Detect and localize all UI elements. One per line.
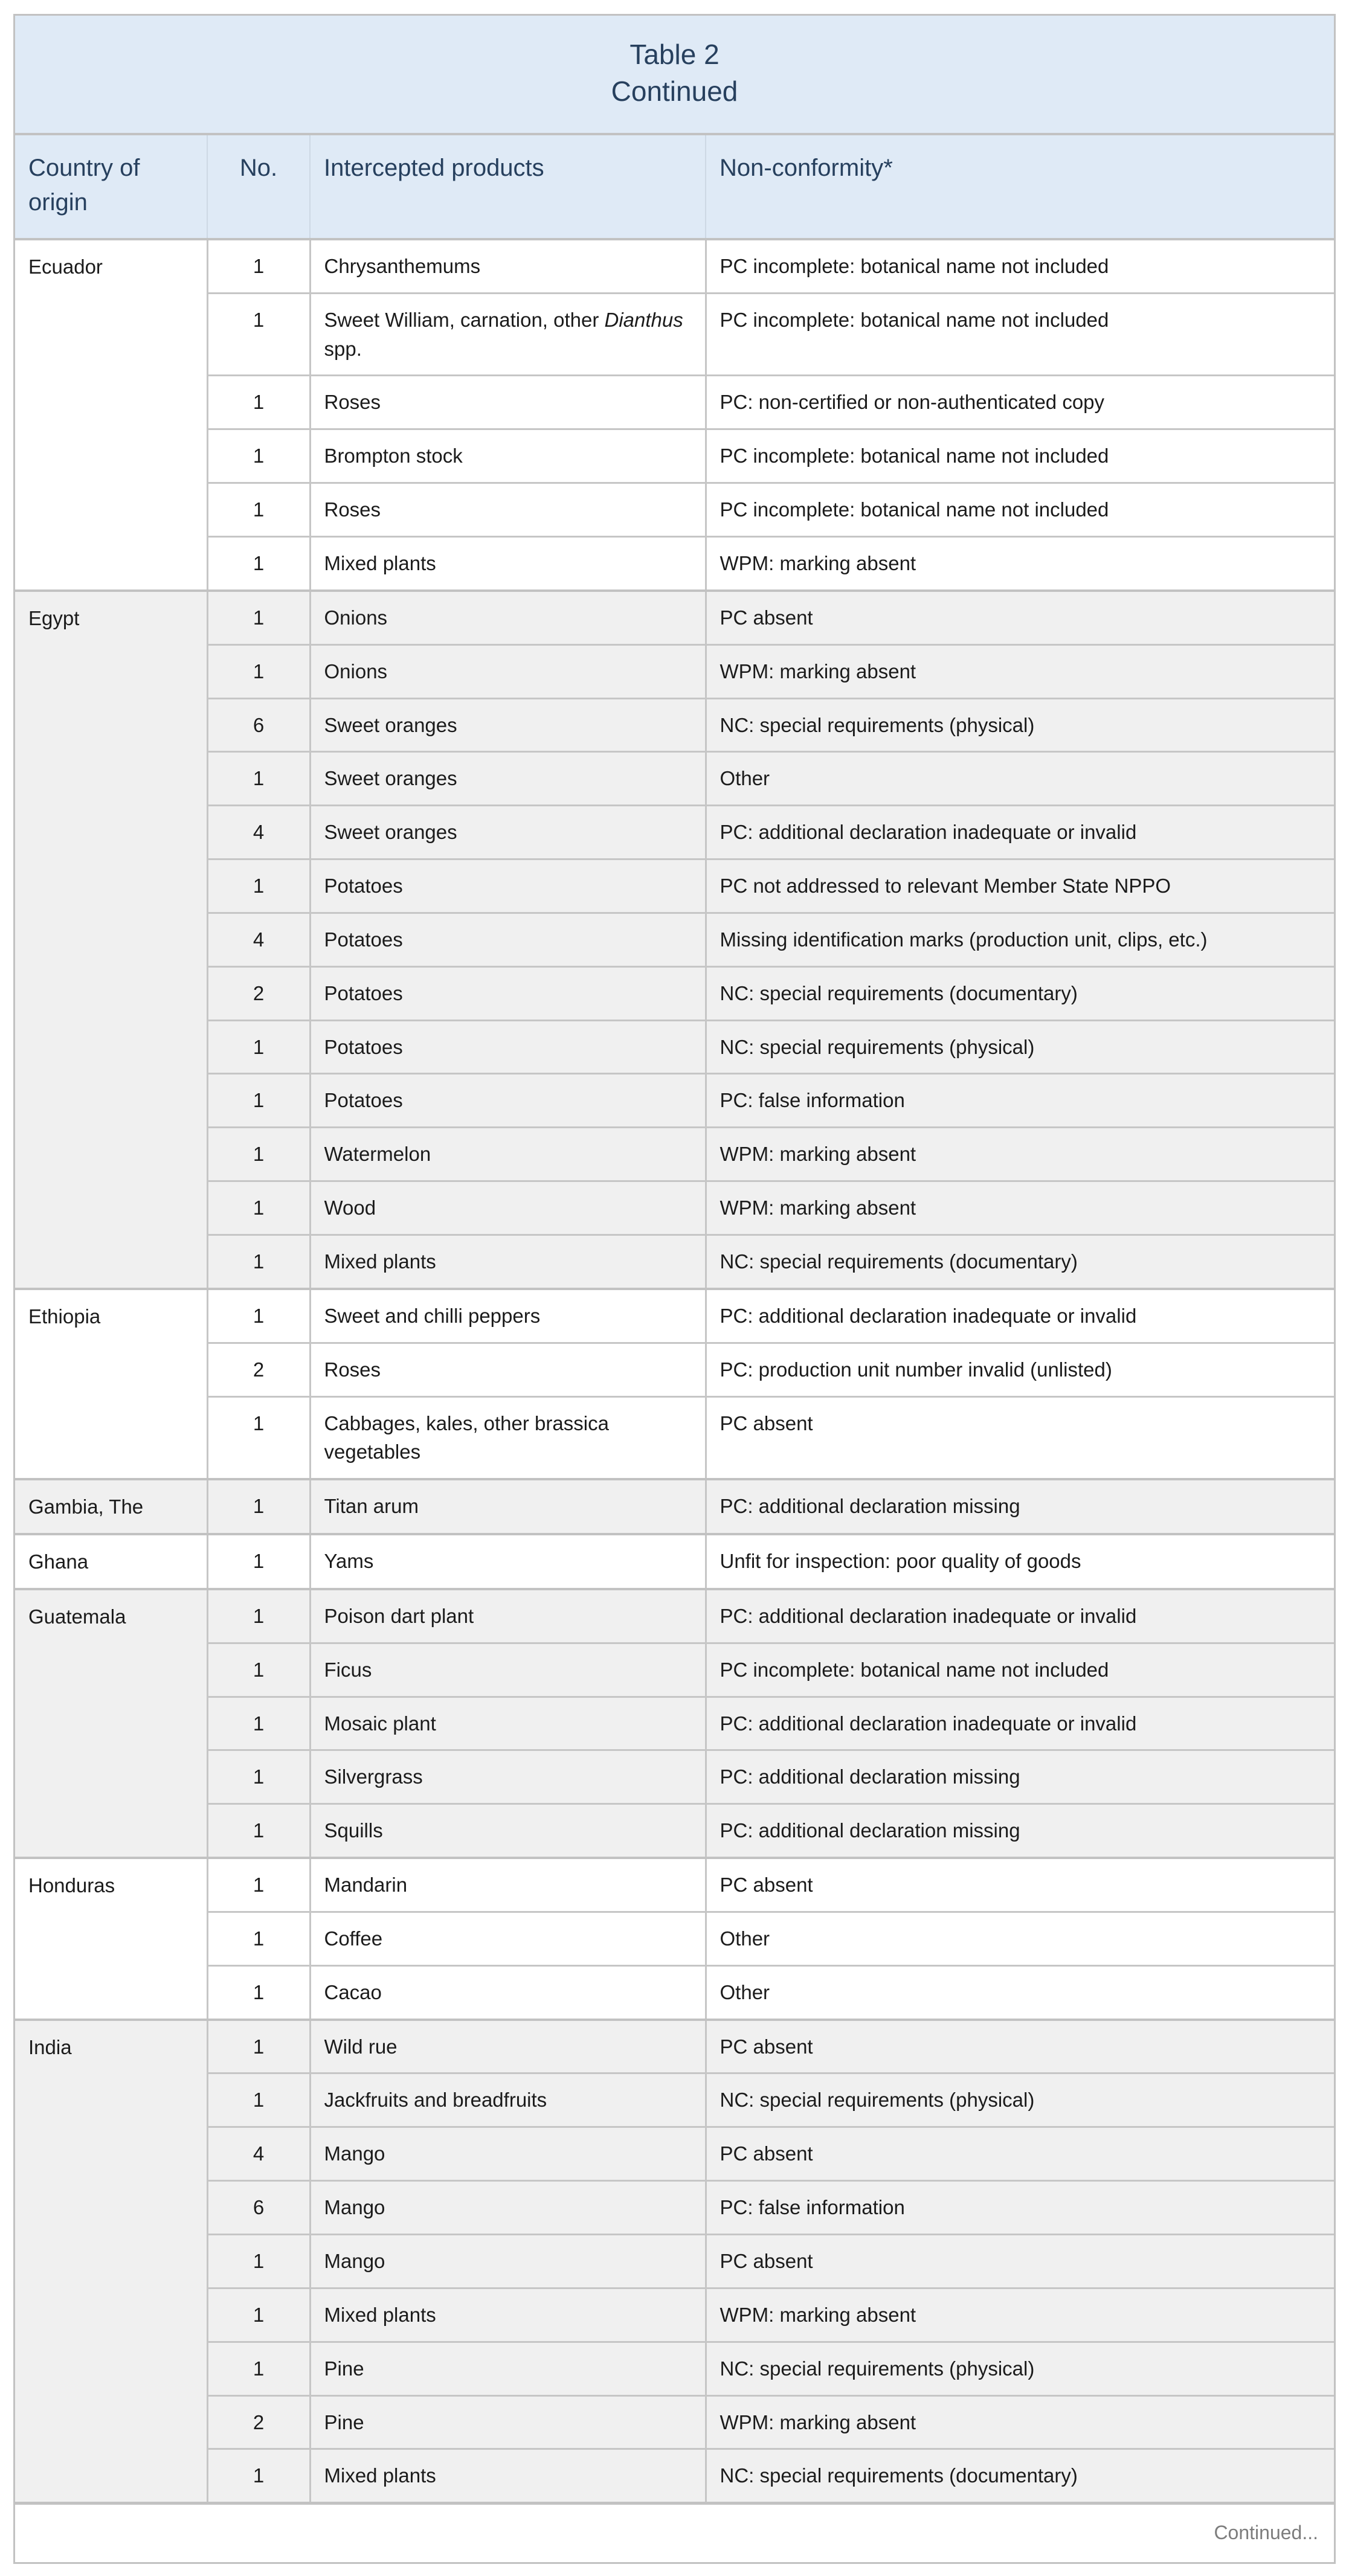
cell-count: 2 [207,1343,310,1396]
cell-count: 1 [207,429,310,483]
cell-non-conformity: Other [706,752,1334,806]
cell-count: 1 [207,1181,310,1235]
cell-intercepted-products: Pine [310,2342,706,2395]
cell-non-conformity: PC absent [706,2020,1334,2073]
table-row [15,2342,1334,2395]
cell-count: 1 [207,859,310,913]
table-title-row [15,16,1334,134]
table-title-main: Table 2 [629,39,720,70]
cell-count: 1 [207,591,310,644]
cell-non-conformity: WPM: marking absent [706,1128,1334,1181]
table-footer-row [15,2504,1334,2563]
cell-non-conformity: PC absent [706,591,1334,644]
table-row [15,2288,1334,2342]
cell-intercepted-products: Brompton stock [310,429,706,483]
cell-count: 6 [207,698,310,752]
table-row [15,2235,1334,2289]
cell-non-conformity: WPM: marking absent [706,537,1334,591]
cell-intercepted-products: Roses [310,376,706,429]
table-header-row [15,134,1334,239]
cell-count: 1 [207,2020,310,2073]
cell-count: 1 [207,239,310,293]
cell-count: 1 [207,1396,310,1479]
table-row [15,591,1334,644]
cell-count: 1 [207,537,310,591]
cell-count: 1 [207,483,310,537]
cell-count: 1 [207,1589,310,1643]
cell-intercepted-products: Coffee [310,1912,706,1965]
cell-count: 1 [207,752,310,806]
cell-count: 1 [207,1804,310,1858]
table-row [15,537,1334,591]
table-foot [15,2504,1334,2563]
cell-intercepted-products: Potatoes [310,1020,706,1074]
cell-non-conformity: NC: special requirements (physical) [706,2342,1334,2395]
cell-non-conformity: NC: special requirements (documentary) [706,966,1334,1020]
cell-intercepted-products: Potatoes [310,1074,706,1128]
table-row [15,698,1334,752]
cell-intercepted-products: Jackfruits and breadfruits [310,2073,706,2127]
cell-count: 1 [207,1965,310,2019]
cell-non-conformity: Other [706,1912,1334,1965]
cell-count: 1 [207,2342,310,2395]
cell-intercepted-products: Sweet and chilli peppers [310,1289,706,1343]
table-title-continued: Continued [611,75,738,108]
table-row [15,429,1334,483]
cell-count: 1 [207,1858,310,1912]
table-row [15,1181,1334,1235]
cell-count: 1 [207,2449,310,2504]
cell-non-conformity: PC: production unit number invalid (unlisted) [706,1343,1334,1396]
cell-intercepted-products: Poison dart plant [310,1589,706,1643]
product-binomial-name: Dianthus [604,308,683,331]
cell-non-conformity: PC absent [706,1396,1334,1479]
table-row [15,1396,1334,1479]
table-row [15,2449,1334,2504]
cell-intercepted-products: Watermelon [310,1128,706,1181]
cell-non-conformity: PC: additional declaration missing [706,1750,1334,1804]
cell-non-conformity: PC: false information [706,1074,1334,1128]
table-row [15,1643,1334,1697]
cell-non-conformity: PC absent [706,1858,1334,1912]
cell-intercepted-products: Sweet oranges [310,752,706,806]
cell-intercepted-products: Wild rue [310,2020,706,2073]
table-row [15,1289,1334,1343]
table-row [15,2127,1334,2181]
table-row [15,1534,1334,1589]
cell-non-conformity: PC: additional declaration inadequate or invalid [706,1289,1334,1343]
cell-count: 1 [207,1289,310,1343]
cell-non-conformity: NC: special requirements (documentary) [706,1235,1334,1288]
cell-intercepted-products: Mixed plants [310,1235,706,1288]
cell-count: 6 [207,2181,310,2235]
cell-count: 1 [207,1534,310,1589]
table-row [15,806,1334,859]
cell-intercepted-products [310,293,706,376]
cell-non-conformity: Other [706,1965,1334,2019]
cell-count: 4 [207,913,310,966]
table-row [15,1020,1334,1074]
cell-non-conformity: WPM: marking absent [706,2395,1334,2449]
cell-intercepted-products: Mango [310,2181,706,2235]
cell-intercepted-products: Potatoes [310,859,706,913]
cell-non-conformity: PC: additional declaration inadequate or invalid [706,1697,1334,1750]
cell-intercepted-products: Ficus [310,1643,706,1697]
cell-non-conformity: PC absent [706,2127,1334,2181]
cell-count: 2 [207,2395,310,2449]
cell-intercepted-products: Cacao [310,1965,706,2019]
cell-count: 1 [207,376,310,429]
cell-non-conformity: PC incomplete: botanical name not included [706,1643,1334,1697]
continued-note: Continued... [15,2504,1334,2563]
cell-count: 1 [207,644,310,698]
cell-intercepted-products: Mosaic plant [310,1697,706,1750]
cell-count: 1 [207,293,310,376]
cell-non-conformity: PC: false information [706,2181,1334,2235]
table-row [15,293,1334,376]
cell-intercepted-products: Sweet oranges [310,698,706,752]
cell-non-conformity: PC: non-certified or non-authenticated copy [706,376,1334,429]
table-row [15,2073,1334,2127]
cell-intercepted-products: Roses [310,1343,706,1396]
table-row [15,376,1334,429]
cell-country-of-origin: Egypt [15,591,207,1289]
table-row [15,1235,1334,1288]
table-row [15,1589,1334,1643]
column-header-country: Country of origin [15,134,207,239]
table-row [15,913,1334,966]
cell-intercepted-products: Cabbages, kales, other brassica vegetables [310,1396,706,1479]
cell-intercepted-products: Potatoes [310,966,706,1020]
table-body [15,239,1334,2504]
column-header-no: No. [207,134,310,239]
interceptions-table [15,16,1334,2562]
table-row [15,2020,1334,2073]
cell-non-conformity: PC: additional declaration missing [706,1479,1334,1534]
table-row [15,1074,1334,1128]
cell-non-conformity: WPM: marking absent [706,2288,1334,2342]
table-row [15,1343,1334,1396]
cell-count: 1 [207,1128,310,1181]
cell-intercepted-products: Titan arum [310,1479,706,1534]
column-header-products: Intercepted products [310,134,706,239]
cell-non-conformity: NC: special requirements (physical) [706,698,1334,752]
table-row [15,1697,1334,1750]
cell-count: 1 [207,1643,310,1697]
cell-intercepted-products: Onions [310,644,706,698]
cell-count: 4 [207,2127,310,2181]
table-row [15,644,1334,698]
table-row [15,1965,1334,2019]
cell-non-conformity: PC incomplete: botanical name not included [706,429,1334,483]
cell-country-of-origin: Ethiopia [15,1289,207,1479]
cell-non-conformity: WPM: marking absent [706,644,1334,698]
cell-count: 1 [207,1479,310,1534]
cell-country-of-origin: Ecuador [15,239,207,591]
cell-non-conformity: PC absent [706,2235,1334,2289]
cell-country-of-origin: Ghana [15,1534,207,1589]
cell-count: 1 [207,1750,310,1804]
cell-intercepted-products: Wood [310,1181,706,1235]
cell-intercepted-products: Mixed plants [310,537,706,591]
cell-intercepted-products: Onions [310,591,706,644]
table-row [15,1804,1334,1858]
cell-intercepted-products: Sweet oranges [310,806,706,859]
cell-count: 4 [207,806,310,859]
cell-count: 1 [207,2235,310,2289]
cell-country-of-origin: India [15,2020,207,2504]
cell-country-of-origin: Honduras [15,1858,207,2020]
table-row [15,1750,1334,1804]
cell-non-conformity: PC incomplete: botanical name not included [706,293,1334,376]
cell-non-conformity: PC incomplete: botanical name not included [706,239,1334,293]
cell-non-conformity: PC not addressed to relevant Member State NPPO [706,859,1334,913]
cell-count: 1 [207,2073,310,2127]
cell-intercepted-products: Silvergrass [310,1750,706,1804]
cell-intercepted-products: Mixed plants [310,2288,706,2342]
table-head [15,16,1334,239]
cell-non-conformity: PC incomplete: botanical name not included [706,483,1334,537]
cell-intercepted-products: Yams [310,1534,706,1589]
cell-count: 1 [207,1912,310,1965]
table-row [15,1479,1334,1534]
cell-count: 1 [207,1074,310,1128]
cell-intercepted-products: Mandarin [310,1858,706,1912]
cell-intercepted-products: Mango [310,2127,706,2181]
cell-non-conformity: WPM: marking absent [706,1181,1334,1235]
cell-intercepted-products: Potatoes [310,913,706,966]
table-row [15,239,1334,293]
cell-count: 1 [207,1235,310,1288]
cell-intercepted-products: Chrysanthemums [310,239,706,293]
table-row [15,966,1334,1020]
cell-non-conformity: NC: special requirements (physical) [706,1020,1334,1074]
cell-non-conformity: PC: additional declaration missing [706,1804,1334,1858]
cell-non-conformity: PC: additional declaration inadequate or invalid [706,1589,1334,1643]
cell-non-conformity: NC: special requirements (physical) [706,2073,1334,2127]
table-row [15,752,1334,806]
product-text: Sweet William, carnation, other [324,308,605,331]
cell-count: 1 [207,1697,310,1750]
cell-count: 1 [207,1020,310,1074]
cell-intercepted-products: Roses [310,483,706,537]
table-row [15,483,1334,537]
cell-intercepted-products: Mango [310,2235,706,2289]
table-2-container [13,14,1336,2564]
cell-intercepted-products: Mixed plants [310,2449,706,2504]
product-text-tail: spp. [324,337,362,360]
table-row [15,859,1334,913]
cell-intercepted-products: Pine [310,2395,706,2449]
cell-non-conformity: Unfit for inspection: poor quality of goods [706,1534,1334,1589]
cell-non-conformity: Missing identification marks (production unit, clips, etc.) [706,913,1334,966]
table-row [15,1912,1334,1965]
cell-country-of-origin: Gambia, The [15,1479,207,1534]
table-row [15,2181,1334,2235]
cell-country-of-origin: Guatemala [15,1589,207,1858]
cell-non-conformity: NC: special requirements (documentary) [706,2449,1334,2504]
column-header-nonconformity: Non-conformity* [706,134,1334,239]
table-row [15,2395,1334,2449]
table-row [15,1858,1334,1912]
cell-intercepted-products: Squills [310,1804,706,1858]
table-row [15,1128,1334,1181]
cell-non-conformity: PC: additional declaration inadequate or invalid [706,806,1334,859]
cell-count: 1 [207,2288,310,2342]
cell-count: 2 [207,966,310,1020]
table-title [15,16,1334,134]
